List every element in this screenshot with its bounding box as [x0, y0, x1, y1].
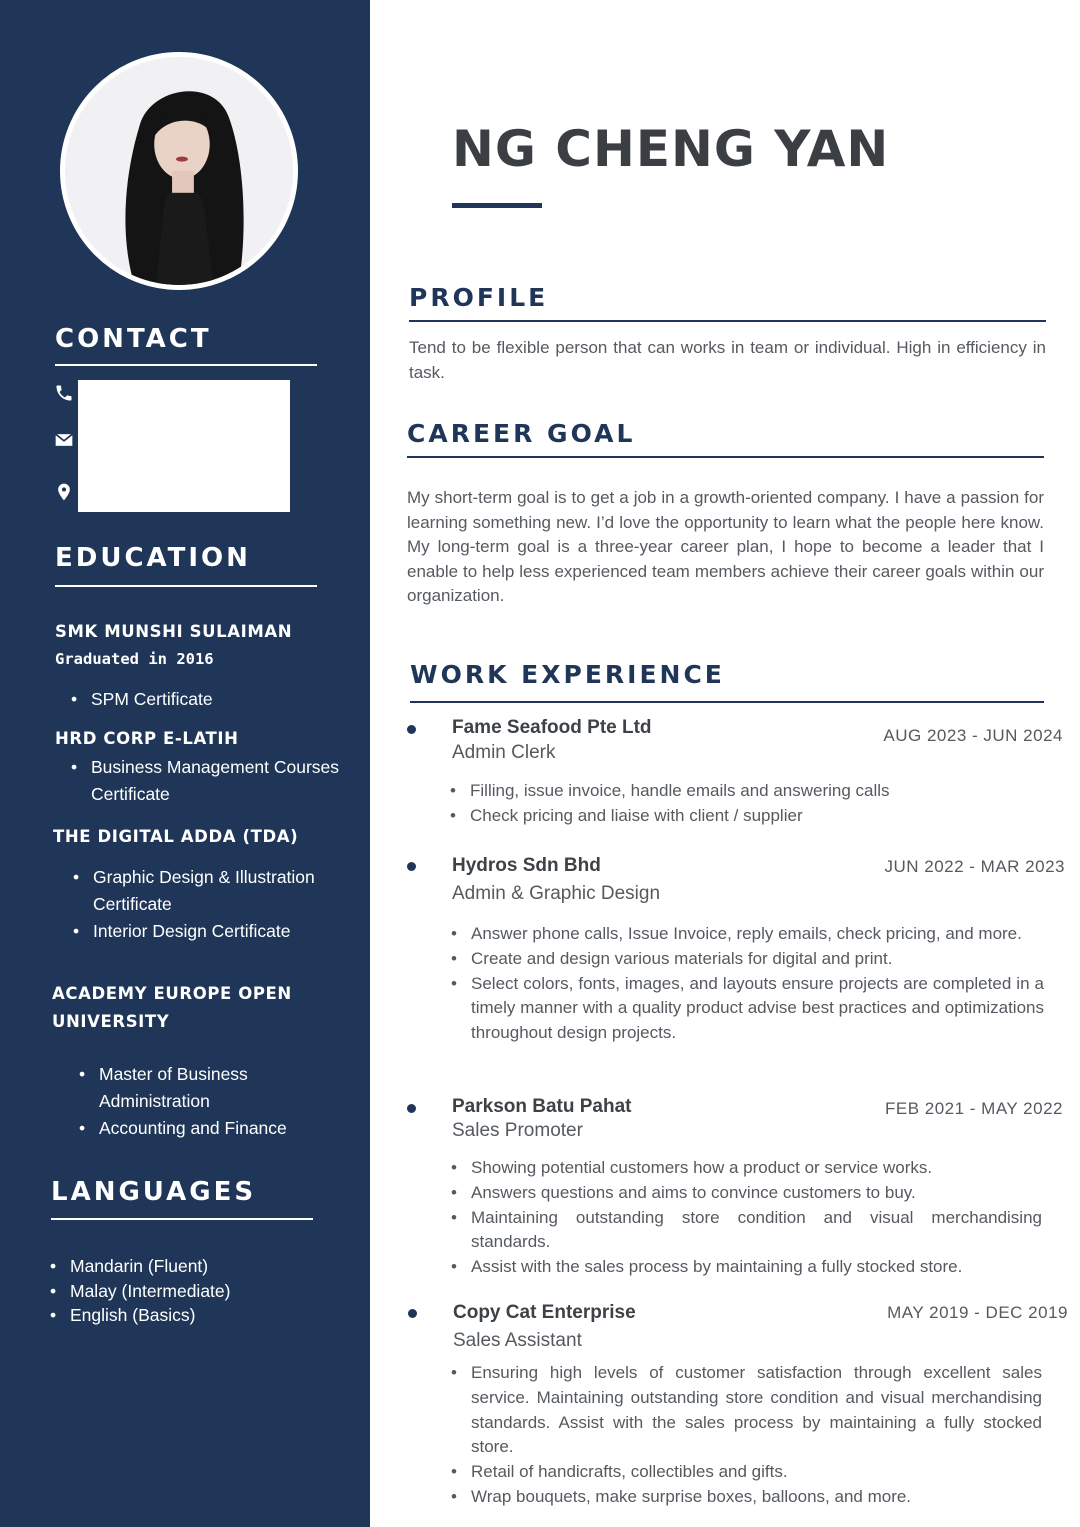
work-experience-divider [410, 701, 1044, 703]
job-dates: JUN 2022 - MAR 2023 [884, 857, 1065, 876]
profile-divider [409, 320, 1046, 322]
languages-divider [51, 1218, 313, 1220]
list-item: • Answer phone calls, Issue Invoice, reply emails, check pricing, and more. [451, 922, 1044, 947]
career-goal-divider [407, 456, 1044, 458]
languages-heading: LANGUAGES [51, 1177, 257, 1207]
job-duties [451, 1361, 1042, 1510]
school-certificates [71, 754, 349, 808]
job-role: Sales Promoter [452, 1120, 583, 1141]
list-item: • Malay (Intermediate) [50, 1279, 330, 1304]
phone-icon [54, 383, 74, 403]
school-certificates [71, 686, 341, 713]
list-item: • Showing potential customers how a product or service works. [451, 1156, 1042, 1181]
job-role: Admin Clerk [452, 742, 556, 763]
school-name-line: UNIVERSITY [52, 1012, 170, 1031]
job-company: Copy Cat Enterprise [453, 1302, 636, 1323]
school-name [52, 980, 292, 1036]
list-item: • Mandarin (Fluent) [50, 1254, 330, 1279]
job-dates: AUG 2023 - JUN 2024 [883, 726, 1063, 745]
list-item: • SPM Certificate [71, 686, 341, 713]
list-item: • Select colors, fonts, images, and layouts ensure projects are completed in a timely manner with a quality product advise best practices and optimizations throughout design projects. [451, 972, 1044, 1046]
job-duties [451, 1156, 1042, 1280]
list-item: • Filling, issue invoice, handle emails and answering calls [450, 779, 1045, 804]
school-certificates [73, 864, 343, 945]
list-item: • Answers questions and aims to convince customers to buy. [451, 1181, 1042, 1206]
list-item: • English (Basics) [50, 1303, 330, 1328]
name-underline [452, 203, 542, 208]
languages-list [50, 1254, 330, 1328]
contact-divider [55, 364, 317, 366]
profile-heading: PROFILE [409, 283, 549, 312]
school-name: SMK MUNSHI SULAIMAN [55, 622, 293, 641]
profile-text: Tend to be flexible person that can works in team or individual. High in efficiency in task. [409, 338, 1046, 382]
job-bullet-dot [408, 1309, 417, 1318]
school-name-line: ACADEMY EUROPE OPEN [52, 984, 292, 1003]
list-item: • Interior Design Certificate [73, 918, 343, 945]
job-bullet-dot [407, 862, 416, 871]
education-divider [55, 585, 317, 587]
job-bullet-dot [407, 725, 416, 734]
list-item: • Check pricing and liaise with client / supplier [450, 804, 1045, 829]
mail-icon [54, 430, 74, 450]
list-item: • Assist with the sales process by maintaining a fully stocked store. [451, 1255, 1042, 1280]
contact-details-redacted [78, 380, 290, 512]
list-item: • Maintaining outstanding store condition and visual merchandising standards. [451, 1206, 1042, 1256]
location-pin-icon [54, 482, 74, 502]
career-goal-heading: CAREER GOAL [407, 419, 636, 448]
job-dates: MAY 2019 - DEC 2019 [887, 1303, 1068, 1322]
school-name: THE DIGITAL ADDA (TDA) [53, 827, 299, 846]
job-company: Fame Seafood Pte Ltd [452, 717, 652, 738]
list-item: • Ensuring high levels of customer satisfaction through excellent sales service. Maintaining outstanding store condition and visual merchandising standards. Assist with the sales process by maintaining a fully stocked store. [451, 1361, 1042, 1460]
school-certificates [79, 1061, 309, 1142]
school-name: HRD CORP E-LATIH [55, 729, 239, 748]
education-heading: EDUCATION [55, 543, 251, 573]
career-goal-text: My short-term goal is to get a job in a growth-oriented company. I have a passion for learning something new. I’d love the opportunity to learn what the people here know. My long-term goal is a three-year career plan, I hope to become a leader that I enable to help less experienced team members achieve their career goals within our organization. [407, 488, 1044, 605]
job-duties [450, 779, 1045, 829]
graduation-year: Graduated in 2016 [55, 650, 214, 668]
job-role: Sales Assistant [453, 1330, 582, 1351]
list-item: • Graphic Design & Illustration Certificate [73, 864, 343, 918]
list-item: • Create and design various materials for digital and print. [451, 947, 1044, 972]
list-item: • Wrap bouquets, make surprise boxes, balloons, and more. [451, 1485, 1042, 1510]
portrait-illustration [65, 57, 293, 285]
list-item: • Accounting and Finance [79, 1115, 309, 1142]
job-dates: FEB 2021 - MAY 2022 [884, 1099, 1063, 1118]
contact-heading: CONTACT [55, 324, 212, 354]
candidate-name: NG CHENG YAN [452, 120, 890, 178]
list-item: • Retail of handicrafts, collectibles and gifts. [451, 1460, 1042, 1485]
job-company: Hydros Sdn Bhd [452, 855, 601, 876]
work-experience-heading: WORK EXPERIENCE [410, 660, 725, 689]
job-duties [451, 922, 1044, 1046]
sidebar [0, 0, 370, 1527]
job-company: Parkson Batu Pahat [452, 1096, 632, 1117]
list-item: • Master of Business Administration [79, 1061, 309, 1115]
job-bullet-dot [407, 1104, 416, 1113]
list-item: • Business Management Courses Certificate [71, 754, 349, 808]
profile-photo [60, 52, 298, 290]
job-role: Admin & Graphic Design [452, 883, 661, 904]
